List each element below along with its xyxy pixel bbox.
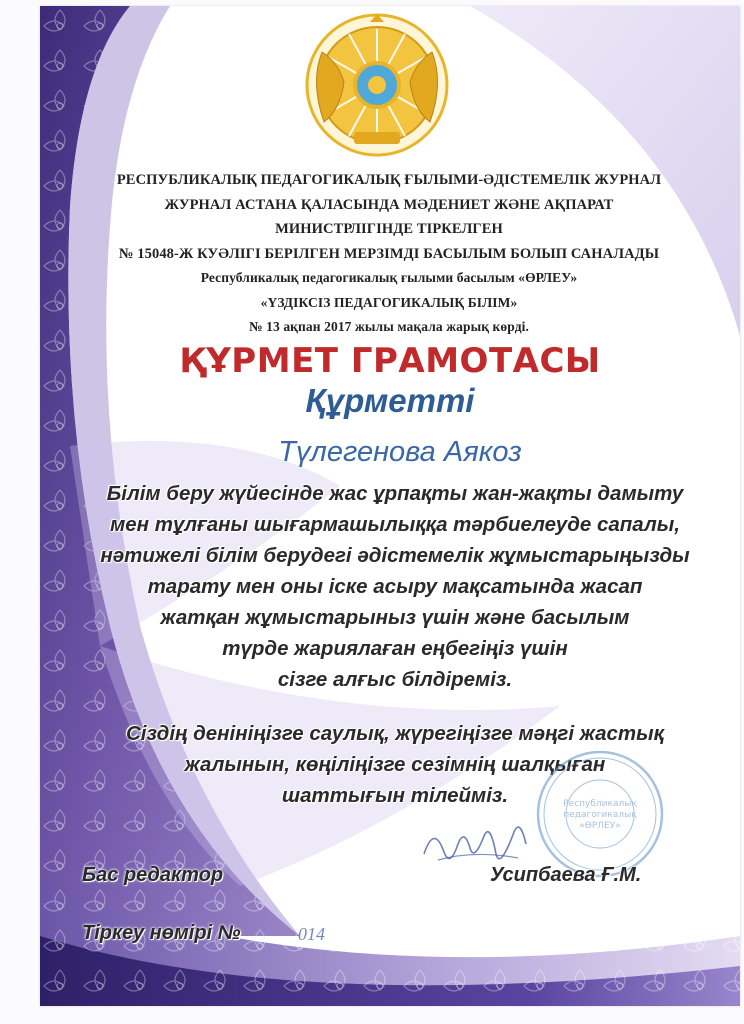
header-line-4: № 15048-Ж КУӘЛІГІ БЕРІЛГЕН МЕРЗІМДІ БАСЫЛЫМ БОЛЫП САНАЛАДЫ [118,245,660,262]
body-line-2: мен тұлғаны шығармашылыққа тәрбиелеуде сапалы, [110,513,680,536]
recipient-name: Түлегенова Аякоз [278,436,522,468]
header-line-6: «ҮЗДІКСІЗ ПЕДАГОГИКАЛЫҚ БІЛІМ» [260,294,518,310]
registration-label: Тіркеу нөмірі № [82,922,241,944]
editor-name: Усипбаева Ғ.М. [490,864,642,886]
wish-line-2: жалынын, көңіліңізге сезімнің шалқыған [184,753,606,776]
gratitude-text [70,478,720,695]
body-line-7: сізге алғыс білдіреміз. [277,668,513,691]
kazakhstan-state-emblem-icon [304,12,450,158]
svg-text:«ӨРЛЕУ»: «ӨРЛЕУ» [579,821,621,831]
svg-text:Республикалық: Республикалық [563,799,637,809]
body-line-1: Білім беру жүйесінде жас ұрпақты жан-жақты дамыту [106,482,684,505]
wish-line-1: Сіздің денініңізге саулық, жүрегіңізге мәңгі жастық [125,722,665,745]
header-line-5: Республикалық педагогикалық ғылыми басылым «ӨРЛЕУ» [200,270,578,285]
round-seal-stamp [532,746,668,882]
editor-label: Бас редактор [82,864,224,886]
certificate-title: ҚҰРМЕТ ГРАМОТАСЫ [179,341,601,381]
header-line-3: МИНИСТРЛІГІНДЕ ТІРКЕЛГЕН [275,221,503,237]
svg-text:педагогикалық: педагогикалық [563,810,637,820]
header-line-2: ЖУРНАЛ АСТАНА ҚАЛАСЫНДА МӘДЕНИЕТ ЖӘНЕ АҚПАРАТ [164,196,614,213]
header-line-1: РЕСПУБЛИКАЛЫҚ ПЕДАГОГИКАЛЫҚ ҒЫЛЫМИ-ӘДІСТЕМЕЛІК ЖУРНАЛ [116,172,662,188]
body-line-6: түрде жариялаған еңбегіңіз үшін [222,637,568,660]
certificate-page [40,6,740,1006]
journal-header [64,168,714,340]
body-line-5: жатқан жұмыстарыныз үшін және басылым [160,606,630,629]
wish-line-3: шаттығын тілейміз. [281,784,509,807]
salutation: Құрметті [305,382,475,419]
body-line-4: тарату мен оны іске асыру мақсатында жасап [147,575,643,598]
body-line-3: нәтижелі білім берудегі әдістемелік жұмыстарыңызды [100,544,690,567]
header-line-7: № 13 ақпан 2017 жылы мақала жарық көрді. [249,319,529,334]
registration-number: 014 [298,924,325,944]
